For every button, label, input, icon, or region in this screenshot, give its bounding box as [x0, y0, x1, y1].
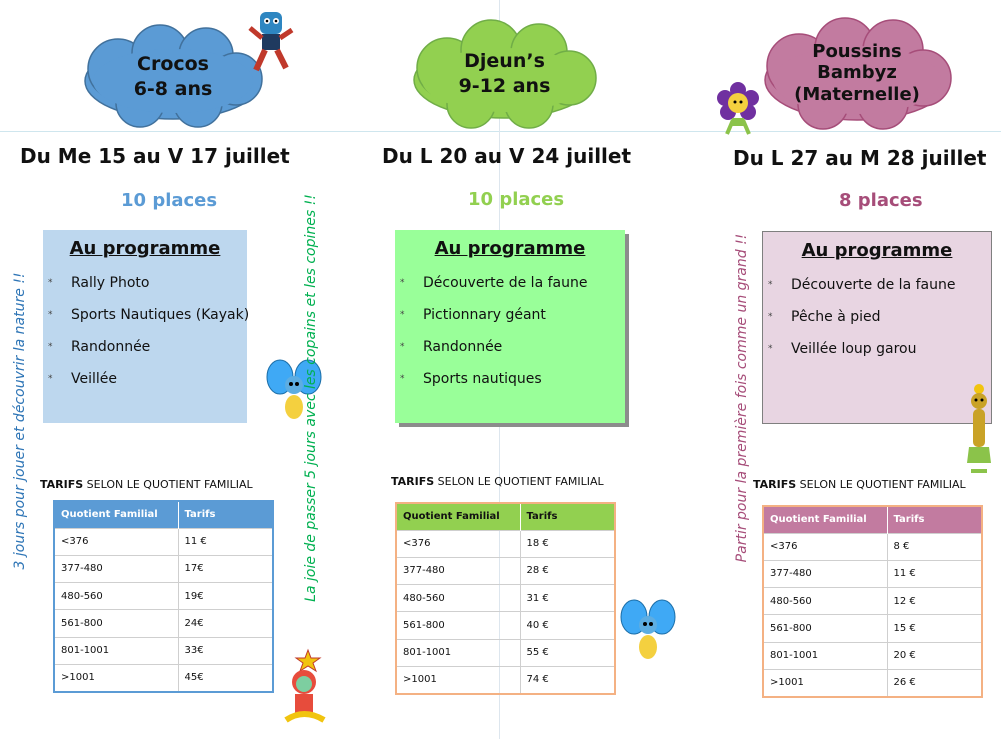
column-header: Quotient Familial: [61, 509, 158, 521]
group-ages: 6-8 ans: [133, 77, 213, 100]
cloud-djeuns: [407, 18, 602, 130]
flower-character-icon: [713, 82, 763, 140]
table-row: 377-480 28 €: [396, 557, 615, 584]
star-girl-icon: [278, 648, 330, 726]
table-row: 561-800 15 €: [763, 615, 982, 642]
column-header: Tarifs: [520, 503, 615, 530]
cloud-poussins: [757, 14, 957, 132]
karate-kid-icon: [246, 8, 296, 78]
group-name: Djeun’s: [464, 50, 545, 73]
column-header: Tarifs: [887, 506, 982, 533]
dates-crocos: Du Me 15 au V 17 juillet: [20, 144, 290, 168]
table-row: >1001 74 €: [396, 666, 615, 693]
program-box-crocos: Au programme * Rally Photo * Sports Nautiques (Kayak) * Randonnée * Veillée: [43, 230, 247, 423]
dates-djeuns: Du L 20 au V 24 juillet: [382, 144, 632, 168]
cloud-crocos: [78, 23, 268, 130]
table-row: 480-560 19€: [54, 583, 273, 610]
table-row: >1001 45€: [54, 664, 273, 691]
table-row: 561-800 24€: [54, 610, 273, 637]
table-row: <376 11 €: [54, 528, 273, 555]
table-row: 377-480 11 €: [763, 560, 982, 587]
program-title: Au programme: [434, 238, 586, 259]
dates-poussins: Du L 27 au M 28 juillet: [733, 146, 987, 170]
places-djeuns: 10 places: [468, 189, 565, 210]
table-row: >1001 26 €: [763, 669, 982, 696]
tagline-crocos: 3 jours pour jouer et découvrir la nature !!: [12, 272, 28, 570]
table-row: 480-560 12 €: [763, 588, 982, 615]
table-row: <376 18 €: [396, 530, 615, 557]
program-title: Au programme: [801, 240, 953, 261]
tarif-table-poussins: [762, 505, 983, 698]
program-box-poussins: Au programme * Découverte de la faune * Pêche à pied * Veillée loup garou: [762, 231, 992, 424]
tagline-poussins: Partir pour la première fois comme un grand !!: [734, 233, 750, 563]
table-row: 377-480 17€: [54, 555, 273, 582]
column-header: Tarifs: [178, 501, 273, 528]
places-crocos: 10 places: [121, 190, 218, 211]
table-row: 801-1001 33€: [54, 637, 273, 664]
tarif-table-crocos: [53, 500, 274, 693]
group-name-line1: Poussins: [812, 40, 902, 62]
program-title: Au programme: [69, 238, 221, 259]
column-header: Quotient Familial: [770, 514, 867, 526]
table-row: 480-560 31 €: [396, 585, 615, 612]
table-row: 801-1001 55 €: [396, 639, 615, 666]
group-name-line2: Bambyz: [817, 62, 897, 84]
group-ages: (Maternelle): [794, 83, 920, 105]
butterfly-icon: [620, 595, 676, 667]
table-row: 561-800 40 €: [396, 612, 615, 639]
tagline-djeuns: La joie de passer 5 jours avec les copains et les copines !!: [303, 194, 319, 602]
table-row: 801-1001 20 €: [763, 642, 982, 669]
snail-character-icon: [963, 383, 995, 475]
tarifs-label-crocos: TARIFS SELON LE QUOTIENT FAMILIAL: [40, 478, 253, 491]
tarifs-label-djeuns: TARIFS SELON LE QUOTIENT FAMILIAL: [391, 475, 604, 488]
program-box-djeuns: Au programme * Découverte de la faune * Pictionnary géant * Randonnée * Sports nautiques: [395, 230, 625, 423]
table-row: <376 8 €: [763, 533, 982, 560]
tarif-table-djeuns: [395, 502, 616, 695]
places-poussins: 8 places: [839, 190, 923, 211]
column-header: Quotient Familial: [403, 511, 500, 523]
group-name: Crocos: [137, 52, 209, 75]
tarifs-label-poussins: TARIFS SELON LE QUOTIENT FAMILIAL: [753, 478, 966, 491]
group-ages: 9-12 ans: [458, 75, 551, 97]
